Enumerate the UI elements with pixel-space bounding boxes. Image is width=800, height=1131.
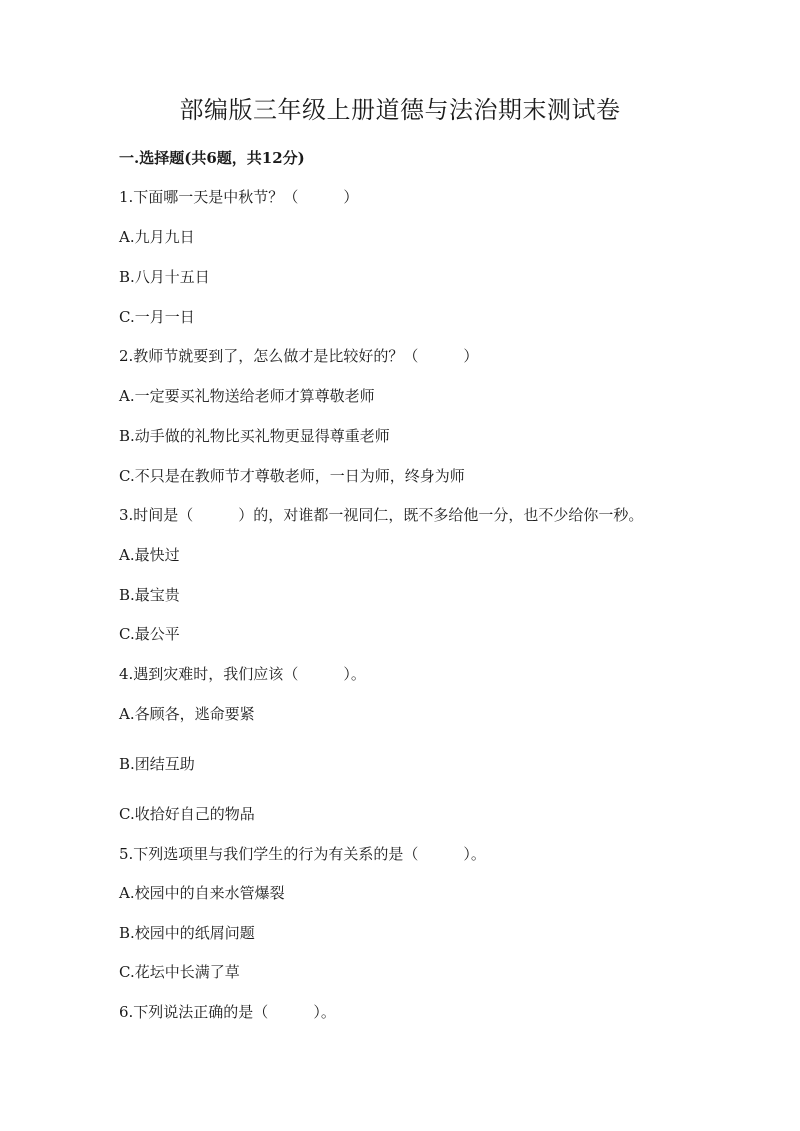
question-1-option-a: A.九月九日 [119,228,195,246]
question-4-option-c: C.收拾好自己的物品 [119,805,255,823]
question-3-stem: 3.时间是（ ）的，对谁都一视同仁，既不多给他一分，也不少给你一秒。 [119,506,644,524]
question-4-option-b: B.团结互助 [119,755,195,773]
question-4-option-a: A.各顾各，逃命要紧 [119,705,255,723]
question-3-option-a: A.最快过 [119,546,180,564]
question-1-option-c: C.一月一日 [119,308,195,326]
question-3-option-b: B.最宝贵 [119,586,180,604]
question-5-option-a: A.校园中的自来水管爆裂 [119,884,285,902]
exam-title: 部编版三年级上册道德与法治期末测试卷 [179,96,621,124]
section-heading: 一.选择题(共6题，共12分) [119,149,305,167]
question-2-stem: 2.教师节就要到了，怎么做才是比较好的？（ ） [119,347,479,365]
question-4-stem: 4.遇到灾难时，我们应该（ ）。 [119,665,366,683]
question-2-option-a: A.一定要买礼物送给老师才算尊敬老师 [119,387,375,405]
question-3-option-c: C.最公平 [119,625,180,643]
question-5-option-c: C.花坛中长满了草 [119,963,240,981]
question-6-stem: 6.下列说法正确的是（ ）。 [119,1003,336,1021]
question-5-option-b: B.校园中的纸屑问题 [119,924,255,942]
question-1-option-b: B.八月十五日 [119,268,210,286]
question-5-stem: 5.下列选项里与我们学生的行为有关系的是（ ）。 [119,845,486,863]
question-1-stem: 1.下面哪一天是中秋节？（ ） [119,188,359,206]
question-2-option-c: C.不只是在教师节才尊敬老师，一日为师，终身为师 [119,467,465,485]
question-2-option-b: B.动手做的礼物比买礼物更显得尊重老师 [119,427,390,445]
